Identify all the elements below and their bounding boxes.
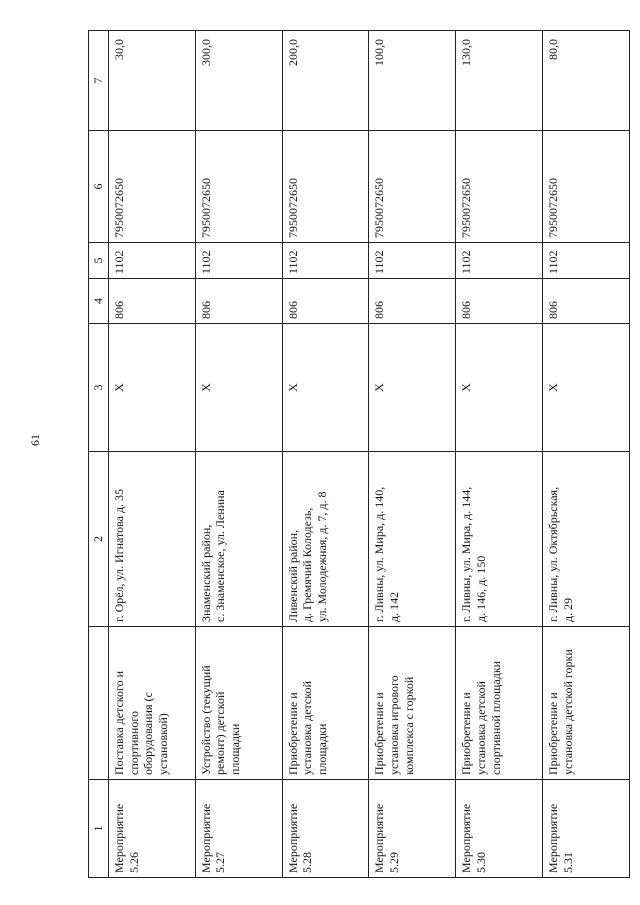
amount: 100,0 bbox=[372, 39, 387, 66]
target-code: 7950072650 bbox=[459, 178, 474, 238]
mark-x: X bbox=[372, 383, 387, 392]
mark-x: X bbox=[546, 383, 561, 392]
code-1102: 1102 bbox=[112, 250, 126, 274]
header-col-4: 4 bbox=[89, 279, 109, 324]
code-1102: 1102 bbox=[198, 250, 213, 274]
amount: 200,0 bbox=[285, 39, 300, 66]
table-row bbox=[369, 31, 456, 878]
measure-name: Устройство (текущий ремонт) детской площадки bbox=[198, 665, 243, 775]
code-1102: 1102 bbox=[372, 250, 387, 274]
mark-x: X bbox=[112, 383, 126, 392]
target-code: 7950072650 bbox=[372, 178, 387, 238]
code-1102: 1102 bbox=[285, 250, 300, 274]
measure-name: Приобретение и установка детской горки bbox=[546, 649, 575, 775]
amount: 300,0 bbox=[198, 39, 213, 66]
measure-name: Приобретение и установка детской спортивной площадки bbox=[459, 660, 503, 775]
code-1102: 1102 bbox=[459, 250, 474, 274]
mark-x: X bbox=[198, 383, 213, 392]
mark-x: X bbox=[285, 383, 300, 392]
target-code: 7950072650 bbox=[198, 178, 213, 238]
code-806: 806 bbox=[285, 301, 300, 319]
header-col-2: 2 bbox=[89, 452, 109, 627]
mark-x: X bbox=[459, 383, 474, 392]
rotated-table-container bbox=[88, 31, 630, 878]
measure-name: Поставка детского и спортивного оборудования (с установкой) bbox=[112, 670, 170, 775]
measure-id: Мероприятие 5.30 bbox=[459, 803, 488, 873]
amount: 130,0 bbox=[459, 39, 474, 66]
amount: 80,0 bbox=[546, 39, 561, 60]
code-1102: 1102 bbox=[546, 250, 561, 274]
measure-id: Мероприятие 5.27 bbox=[198, 803, 228, 873]
header-col-6: 6 bbox=[89, 131, 109, 243]
measure-address: Знаменский район, с. Знаменское, ул. Ленина bbox=[198, 490, 228, 622]
measure-address: г. Орёл, ул. Игнатова д. 35 bbox=[112, 488, 126, 622]
table-header-row bbox=[89, 31, 109, 878]
code-806: 806 bbox=[112, 301, 126, 319]
target-code: 7950072650 bbox=[285, 178, 300, 238]
table-row bbox=[195, 31, 282, 878]
code-806: 806 bbox=[198, 301, 213, 319]
measure-id: Мероприятие 5.26 bbox=[112, 803, 141, 873]
measure-address: г. Ливны, ул. Мира, д. 144, д. 146, д. 150 bbox=[459, 486, 488, 622]
measure-name: Приобретение и установка игрового комплекса с горкой bbox=[372, 675, 416, 775]
target-code: 7950072650 bbox=[112, 178, 126, 238]
header-col-7: 7 bbox=[89, 31, 109, 131]
measure-id: Мероприятие 5.28 bbox=[285, 803, 315, 873]
amount: 30,0 bbox=[112, 39, 126, 60]
code-806: 806 bbox=[546, 301, 561, 319]
table-row bbox=[456, 31, 543, 878]
budget-table bbox=[88, 30, 630, 878]
measure-address: г. Ливны, ул. Октябрьская, д. 29 bbox=[546, 486, 575, 622]
measure-id: Мероприятие 5.29 bbox=[372, 803, 402, 873]
header-col-name bbox=[89, 627, 109, 780]
table-row bbox=[109, 31, 196, 878]
code-806: 806 bbox=[459, 301, 474, 319]
table-row bbox=[543, 31, 630, 878]
page-number: 61 bbox=[28, 434, 42, 446]
target-code: 7950072650 bbox=[546, 178, 561, 238]
header-col-3: 3 bbox=[89, 324, 109, 452]
header-col-5: 5 bbox=[89, 243, 109, 279]
measure-id: Мероприятие 5.31 bbox=[546, 803, 575, 873]
table-row bbox=[282, 31, 369, 878]
measure-name: Приобретение и установка детской площадки bbox=[285, 681, 329, 775]
code-806: 806 bbox=[372, 301, 387, 319]
measure-address: Ливенский район, д. Гремячий Колодезь, ул. Молодежная, д. 7, д. 8 bbox=[285, 491, 329, 622]
header-col-1: 1 bbox=[89, 780, 109, 878]
measure-address: г. Ливны, ул. Мира, д. 140, д. 142 bbox=[372, 486, 402, 622]
